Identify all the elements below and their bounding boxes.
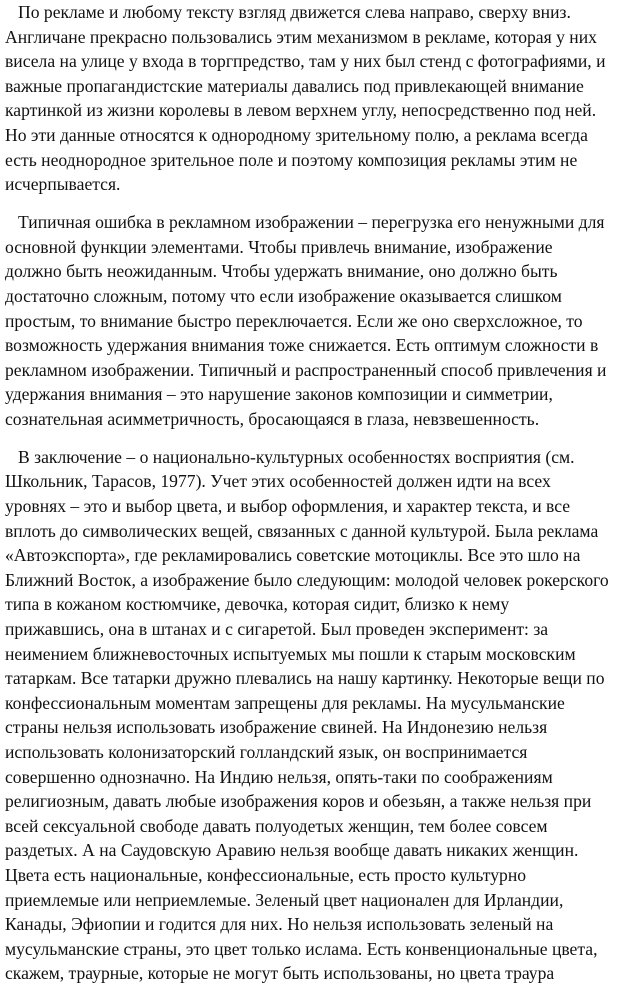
text-line: татаркам. Все татарки дружно плевались на нашу картинку. Некоторые вещи по [5, 668, 605, 689]
text-line: По рекламе и любому тексту взгляд движется слева направо, сверху вниз. [18, 2, 571, 22]
text-line: возможность удержания внимания тоже снижается. Есть оптимум сложности в [5, 335, 599, 356]
text-line: В заключение – о национально-культурных особенностях восприятия (см. [18, 446, 575, 467]
paragraph-2 [5, 210, 617, 431]
paragraph-1 [5, 0, 617, 197]
document-page [5, 0, 617, 999]
text-line: «Автоэкспорта», где рекламировались советские мотоциклы. Все это шло на [5, 545, 581, 566]
text-line: есть неоднородное зрительное поле и поэтому композиция рекламы этим не [5, 149, 578, 170]
text-line: висела на улице у входа в торгпредство, там у них был стенд с фотографиями, и [5, 51, 606, 72]
text-line: вплоть до символических вещей, связанных с данной культурой. Была реклама [5, 520, 599, 541]
text-line: сознательная асимметричность, бросающаяся в глаза, невзвешенность. [5, 408, 540, 429]
text-line: исчерпывается. [5, 174, 121, 195]
text-line: прижавшись, она в штанах и с сигаретой. Был проведен эксперимент: за [5, 619, 549, 640]
text-line: Канады, Эфиопии и годится для них. Но нельзя использовать зеленый на [5, 914, 554, 935]
text-line: основной функции элементами. Чтобы привлечь внимание, изображение [5, 236, 553, 257]
text-line: уровнях – это и выбор цвета, и выбор оформления, и характер текста, и все [5, 496, 571, 517]
text-line: страны нельзя использовать изображение свиней. На Индонезию нельзя [5, 717, 548, 738]
text-line: важные пропагандистские материалы давались под привлекающей внимание [5, 75, 584, 96]
text-line: мусульманские страны, это цвет только ислама. Есть конвенциональные цвета, [5, 938, 598, 959]
text-line: религиозным, давать любые изображения коров и обезьян, а также нельзя при [5, 791, 592, 812]
text-line: простым, то внимание быстро переключается. Если же оно сверхсложное, то [5, 310, 583, 331]
text-line: Ближний Восток, а изображение было следующим: молодой человек рокерского [5, 569, 609, 590]
text-line: скажем, траурные, которые не могут быть использованы, но цвета траура [5, 963, 555, 984]
text-line: использовать колонизаторский голландский язык, он воспринимается [5, 742, 528, 762]
paragraph-3 [5, 445, 617, 986]
text-line: Школьник, Тарасов, 1977). Учет этих особенностей должен идти на всех [5, 471, 551, 492]
text-line: конфессиональным моментам запрещены для рекламы. На мусульманские [5, 692, 565, 713]
text-line: типа в кожаном костюмчике, девочка, которая сидит, близко к нему [5, 594, 510, 615]
text-line: картинкой из жизни королевы в левом верхнем углу, непосредственно под ней. [5, 100, 597, 121]
text-line: Цвета есть национальные, конфессиональные, есть просто культурно [5, 864, 527, 885]
text-line: раздетых. А на Саудовскую Аравию нельзя вообще давать никаких женщин. [5, 840, 579, 861]
text-line: совершенно однозначно. На Индию нельзя, опять-таки по соображениям [5, 766, 553, 787]
text-line: должно быть неожиданным. Чтобы удержать внимание, оно должно быть [5, 261, 558, 282]
text-line: всей сексуальной свободе давать полуодетых женщин, тем более совсем [5, 815, 548, 836]
text-line: рекламном изображении. Типичный и распространенный способ привлечения и [5, 359, 607, 380]
text-line: приемлемые или неприемлемые. Зеленый цвет национален для Ирландии, [5, 889, 564, 910]
text-line: Англичане прекрасно пользовались этим механизмом в рекламе, которая у них [5, 26, 597, 47]
text-line: Но эти данные относятся к однородному зрительному полю, а реклама всегда [5, 124, 588, 145]
text-line: Типичная ошибка в рекламном изображении – перегрузка его ненужными для [18, 212, 605, 233]
text-line: удержания внимания – это нарушение законов композиции и симметрии, [5, 384, 553, 405]
text-line: достаточно сложным, потому что если изображение оказывается слишком [5, 285, 562, 306]
text-line: неимением ближневосточных испытуемых мы пошли к старым московским [5, 643, 576, 664]
